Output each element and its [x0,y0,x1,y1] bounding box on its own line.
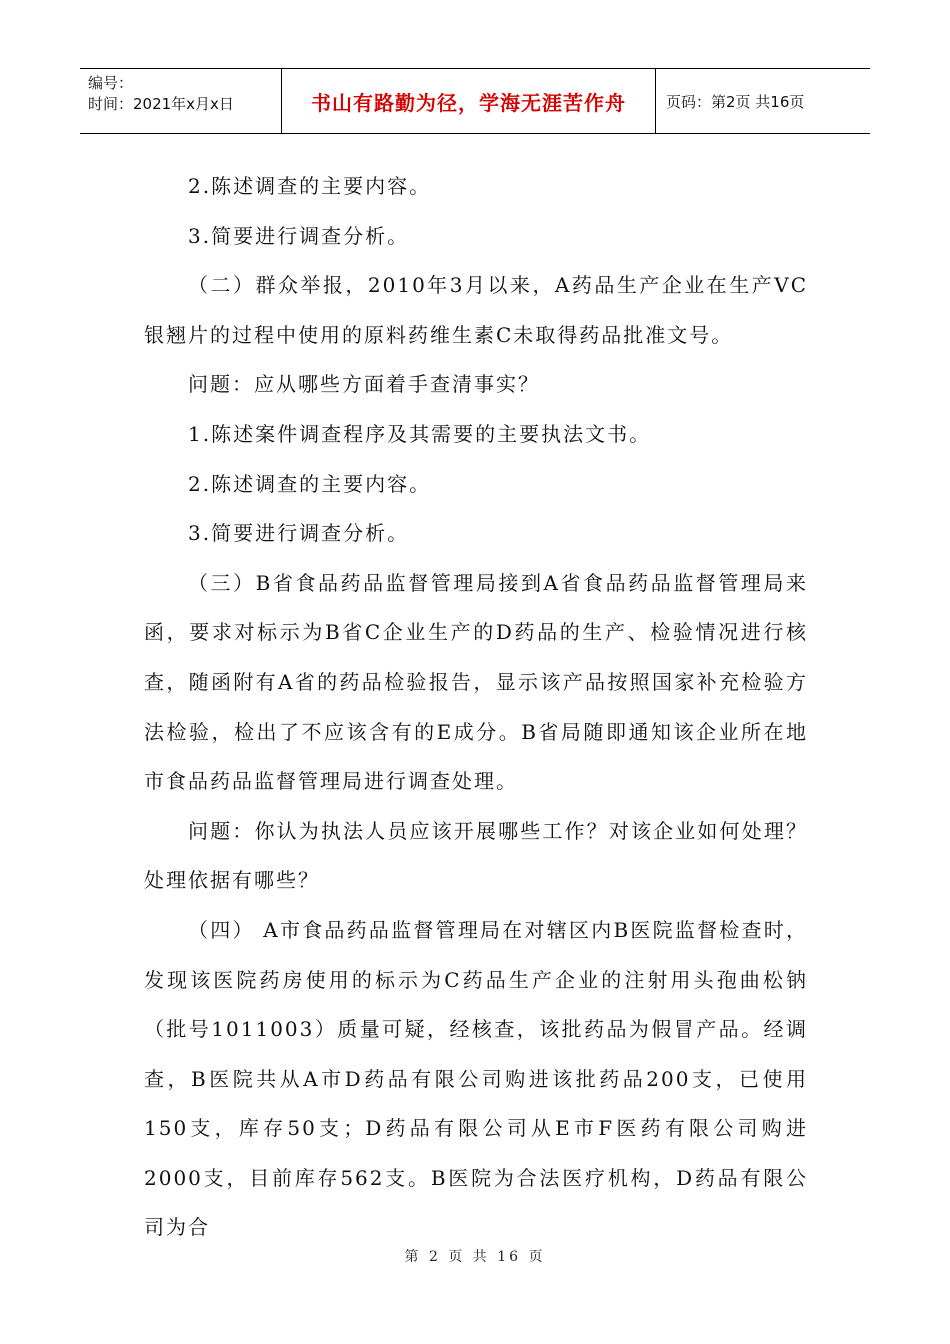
time-label: 时间：2021年x月x日 [88,95,234,113]
paragraph: 2.陈述调查的主要内容。 [188,471,432,496]
paragraph: 2.陈述调查的主要内容。 [188,174,432,198]
paragraph: （二）群众举报，2010年3月以来，A药品生产企业在生产VC银翘片的过程中使用的原料药维生素C未取得药品批准文号。 [144,273,808,347]
paragraph: 1.陈述案件调查程序及其需要的主要执法文书。 [188,421,652,446]
header-meta [80,69,282,133]
paragraph: 问题：应从哪些方面着手查清事实？ [188,372,540,397]
paragraph: 问题：你认为执法人员应该开展哪些工作？对该企业如何处理？处理依据有哪些？ [144,818,808,893]
page-footer: 第 2 页 共 16 页 [404,1249,546,1265]
paragraph: 3.简要进行调查分析。 [188,521,410,546]
page-header [80,68,870,134]
header-page-info: 页码：第2页 共16页 [666,92,805,111]
paragraph: （三）B省食品药品监督管理局接到A省食品药品监督管理局来函，要求对标示为B省C企业生产的D药品的生产、检验情况进行核查，随函附有A省的药品检验报告，显示该产品按照国家补充检验方法检验，检出了不应该含有的E成分。B省局随即通知该企业所在地市食品药品监督管理局进行调查处理。 [144,570,808,794]
serial-label: 编号： [88,74,134,92]
header-motto: 书山有路勤为径，学海无涯苦作舟 [282,69,656,133]
paragraph: （四） A市食品药品监督管理局在对辖区内B医院监督检查时，发现该医院药房使用的标示为C药品生产企业的注射用头孢曲松钠（批号1011003）质量可疑，经核查，该批药品为假冒产品。经调查，B医院共从A市D药品有限公司购进该批药品200支，已使用150支，库存50支；D药品有限公司从E市F医药有限公司购进2000支，目前库存562支。B医院为合法医疗机构，D药品有限公司为合 [144,917,808,1240]
document-body [144,162,808,1253]
paragraph: 3.简要进行调查分析。 [188,223,410,248]
